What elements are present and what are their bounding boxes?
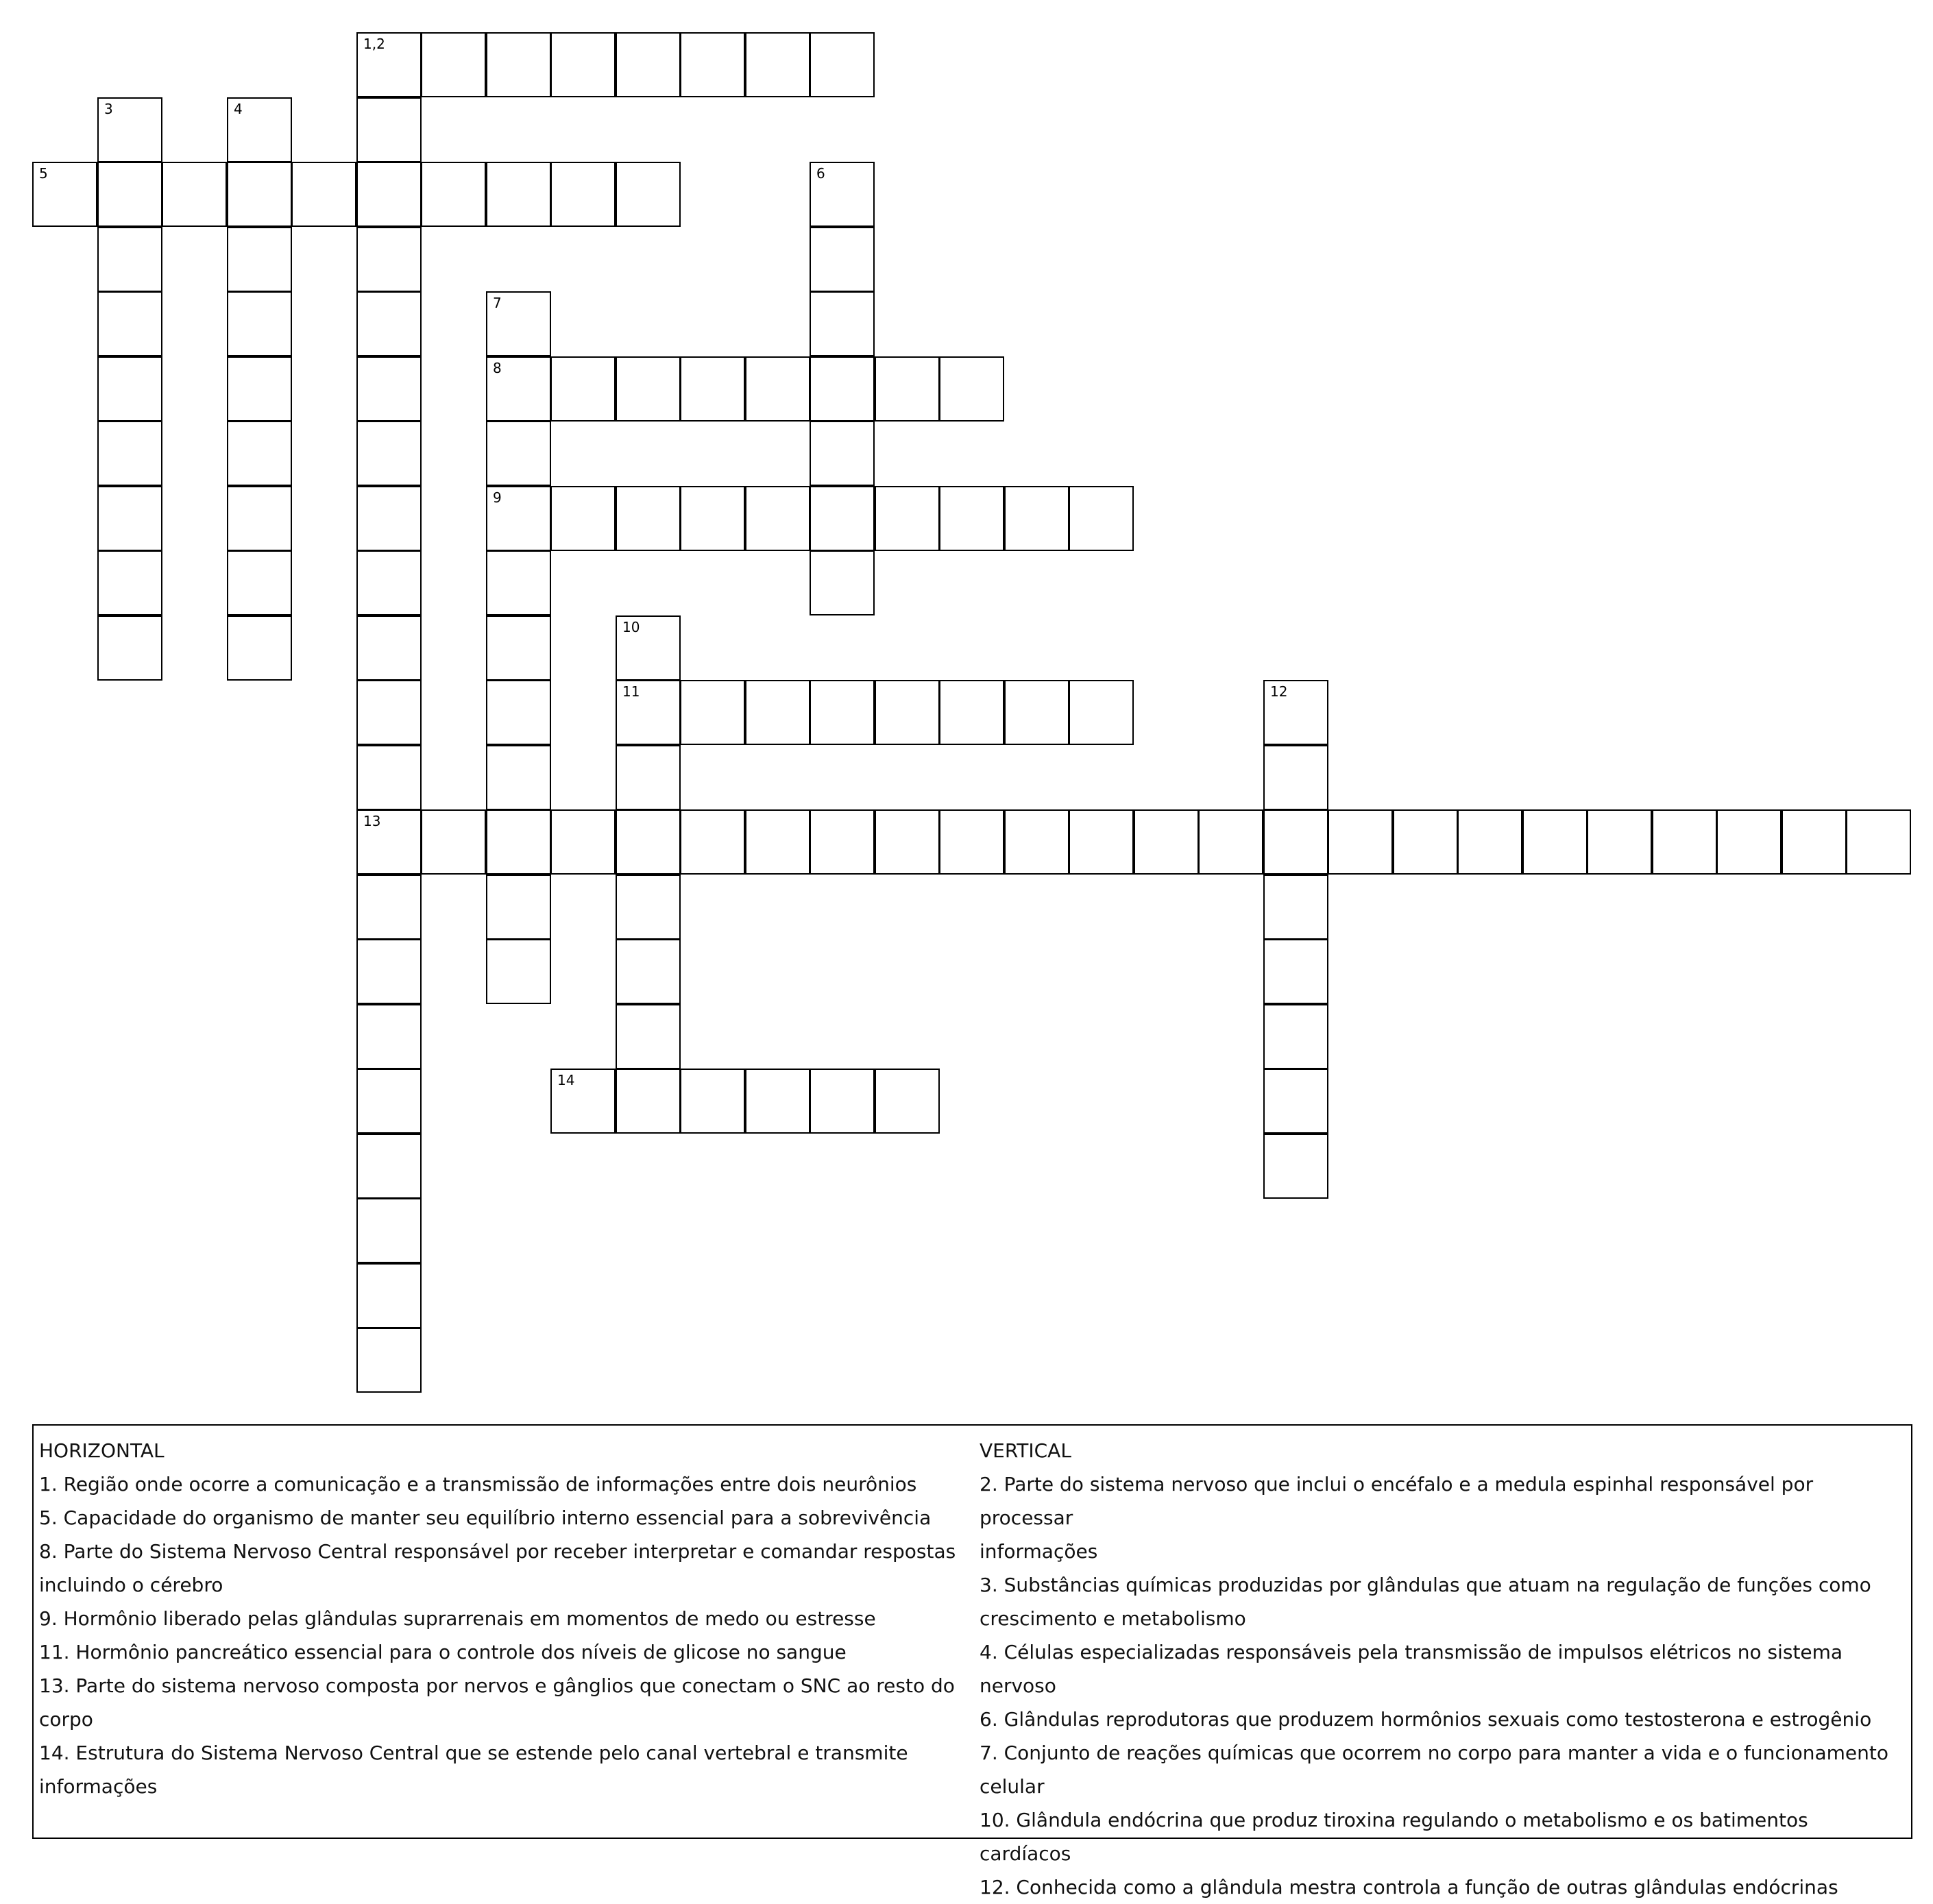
crossword-cell[interactable] [745,486,810,551]
crossword-cell[interactable] [356,875,422,940]
crossword-cell[interactable] [810,162,875,227]
crossword-cell[interactable] [486,745,551,810]
clue-line: 13. Parte do sistema nervoso composta por nervos e gânglios que conectam o SNC ao resto do corpo [39,1674,955,1731]
crossword-cell[interactable] [356,1198,422,1263]
crossword-cell[interactable] [680,32,745,97]
crossword-cell[interactable] [1652,809,1717,875]
crossword-cell[interactable] [810,356,875,422]
crossword-cell[interactable] [486,939,551,1004]
clue-line: crescimento e metabolismo [980,1607,1246,1630]
vertical-clues [980,1434,1905,1904]
crossword-cell[interactable] [1457,809,1522,875]
crossword-cell[interactable] [356,615,422,681]
crossword-cell[interactable] [745,680,810,745]
clue-number: 6 [816,165,825,182]
crossword-cell[interactable] [1587,809,1652,875]
crossword-cell[interactable] [356,809,422,875]
clue-number: 5 [39,165,48,182]
crossword-cell[interactable] [1069,486,1134,551]
crossword-cell[interactable] [550,486,616,551]
crossword-cell[interactable] [356,162,422,227]
crossword-cell[interactable] [1263,1004,1328,1069]
crossword-cell[interactable] [356,1134,422,1199]
crossword-cell[interactable] [1263,1069,1328,1134]
clue-number: 4 [234,101,243,117]
crossword-cell[interactable] [745,356,810,422]
crossword-cell[interactable] [356,97,422,162]
crossword-cell[interactable] [680,1069,745,1134]
crossword-cell[interactable] [616,162,681,227]
crossword-cell[interactable] [616,1069,681,1134]
crossword-cell[interactable] [875,1069,940,1134]
crossword-cell[interactable] [356,421,422,486]
crossword-cell[interactable] [616,809,681,875]
crossword-cell[interactable] [616,356,681,422]
crossword-cell[interactable] [810,550,875,615]
crossword-cell[interactable] [227,162,292,227]
crossword-cell[interactable] [162,162,227,227]
crossword-cell[interactable] [1263,939,1328,1004]
clue-line: 4. Células especializadas responsáveis pela transmissão de impulsos elétricos no sistema nervoso [980,1641,1843,1697]
clue-number: 11 [622,683,640,700]
crossword-cell[interactable] [486,875,551,940]
clue-number: 9 [493,489,502,506]
clue-number: 1,2 [363,36,385,52]
clue-number: 13 [363,813,381,829]
clues-box [32,1424,1912,1899]
crossword-cell[interactable] [356,1328,422,1393]
crossword-cell[interactable] [680,486,745,551]
crossword-cell[interactable] [97,162,162,227]
crossword-cell[interactable] [616,680,681,745]
horizontal-clues [39,1434,968,1803]
crossword-cell[interactable] [550,809,616,875]
crossword-cell[interactable] [227,550,292,615]
clue-line: 7. Conjunto de reações químicas que ocorrem no corpo para manter a vida e o funcionamento [980,1742,1888,1764]
clue-number: 12 [1270,683,1288,700]
clue-line: 14. Estrutura do Sistema Nervoso Central que se estende pelo canal vertebral e transmite [39,1742,908,1764]
crossword-cell[interactable] [97,615,162,681]
crossword-cell[interactable] [97,486,162,551]
crossword-cell[interactable] [810,680,875,745]
crossword-cell[interactable] [616,939,681,1004]
crossword-cell[interactable] [680,680,745,745]
crossword-cell[interactable] [1263,1134,1328,1199]
crossword-cell[interactable] [616,875,681,940]
crossword-cell[interactable] [745,809,810,875]
clue-line: 3. Substâncias químicas produzidas por glândulas que atuam na regulação de funções como [980,1574,1871,1596]
crossword-cell[interactable] [227,227,292,292]
crossword-cell[interactable] [356,227,422,292]
crossword-cell[interactable] [227,486,292,551]
clue-line: 12. Conhecida como a glândula mestra controla a função de outras glândulas endócrinas [980,1876,1838,1899]
crossword-cell[interactable] [550,1069,616,1134]
crossword-cell[interactable] [810,421,875,486]
crossword-cell[interactable] [810,486,875,551]
crossword-cell[interactable] [97,356,162,422]
crossword-cell[interactable] [1393,809,1458,875]
clue-line: 2. Parte do sistema nervoso que inclui o encéfalo e a medula espinhal responsável por processar [980,1473,1814,1529]
crossword-cell[interactable] [227,356,292,422]
crossword-cell[interactable] [939,356,1004,422]
crossword-cell[interactable] [486,356,551,422]
crossword-cell[interactable] [486,486,551,551]
crossword-cell[interactable] [810,291,875,356]
crossword-cell[interactable] [97,97,162,162]
crossword-cell[interactable] [356,1004,422,1069]
crossword-cell[interactable] [486,162,551,227]
crossword-cell[interactable] [1522,809,1588,875]
crossword-cell[interactable] [32,162,97,227]
crossword-cell[interactable] [421,32,486,97]
clue-line: celular [980,1775,1045,1798]
crossword-cell[interactable] [227,291,292,356]
crossword-cell[interactable] [1134,809,1199,875]
crossword-cell[interactable] [1069,680,1134,745]
crossword-cell[interactable] [356,486,422,551]
clue-line: incluindo o cérebro [39,1574,223,1596]
crossword-cell[interactable] [227,615,292,681]
clue-line: 11. Hormônio pancreático essencial para o controle dos níveis de glicose no sangue [39,1641,847,1663]
crossword-cell[interactable] [1198,809,1263,875]
crossword-cell[interactable] [356,291,422,356]
crossword-cell[interactable] [810,32,875,97]
clue-line: 10. Glândula endócrina que produz tiroxina regulando o metabolismo e os batimentos cardíacos [980,1809,1808,1865]
crossword-cell[interactable] [356,550,422,615]
clue-number: 7 [493,295,502,311]
crossword-cell[interactable] [1263,745,1328,810]
crossword-cell[interactable] [550,162,616,227]
crossword-cell[interactable] [616,1004,681,1069]
crossword-cell[interactable] [875,809,940,875]
crossword-cell[interactable] [939,809,1004,875]
crossword-cell[interactable] [1716,809,1782,875]
crossword-cell[interactable] [1263,809,1328,875]
crossword-cell[interactable] [97,550,162,615]
clue-line: 9. Hormônio liberado pelas glândulas suprarrenais em momentos de medo ou estresse [39,1607,876,1630]
crossword-cell[interactable] [810,1069,875,1134]
crossword-cell[interactable] [421,162,486,227]
crossword-cell[interactable] [550,32,616,97]
crossword-cell[interactable] [939,486,1004,551]
crossword-cell[interactable] [616,486,681,551]
crossword-cell[interactable] [680,356,745,422]
vertical-title: VERTICAL [980,1439,1071,1462]
crossword-cell[interactable] [356,32,422,97]
clue-number: 10 [622,619,640,635]
crossword-cell[interactable] [1263,680,1328,745]
crossword-cell[interactable] [810,227,875,292]
crossword-cell[interactable] [550,356,616,422]
clue-line: 6. Glândulas reprodutoras que produzem hormônios sexuais como testosterona e estrogênio [980,1708,1872,1731]
crossword-cell[interactable] [227,421,292,486]
crossword-cell[interactable] [1004,486,1069,551]
crossword-cell[interactable] [1782,809,1847,875]
crossword-cell[interactable] [97,227,162,292]
crossword-cell[interactable] [486,680,551,745]
crossword-cell[interactable] [875,680,940,745]
clue-line: 5. Capacidade do organismo de manter seu equilíbrio interno essencial para a sobrevivência [39,1506,932,1529]
crossword-cell[interactable] [486,32,551,97]
crossword-cell[interactable] [745,1069,810,1134]
crossword-cell[interactable] [356,939,422,1004]
crossword-cell[interactable] [1069,809,1134,875]
crossword-cell[interactable] [616,615,681,681]
crossword-cell[interactable] [356,356,422,422]
clue-number: 8 [493,360,502,376]
crossword-cell[interactable] [227,97,292,162]
crossword-cell[interactable] [875,486,940,551]
crossword-cell[interactable] [486,291,551,356]
crossword-cell[interactable] [810,809,875,875]
clue-line: informações [980,1540,1098,1563]
clue-number: 3 [104,101,113,117]
clue-number: 14 [557,1072,575,1088]
crossword-cell[interactable] [745,32,810,97]
crossword-cell[interactable] [616,745,681,810]
crossword-cell[interactable] [1846,809,1911,875]
crossword-cell[interactable] [356,745,422,810]
clue-line: informações [39,1775,158,1798]
clue-line: 8. Parte do Sistema Nervoso Central responsável por receber interpretar e comandar respostas [39,1540,956,1563]
crossword-cell[interactable] [97,291,162,356]
crossword-cell[interactable] [486,615,551,681]
crossword-cell[interactable] [616,32,681,97]
crossword-cell[interactable] [1263,875,1328,940]
crossword-cell[interactable] [1328,809,1393,875]
crossword-cell[interactable] [356,1263,422,1328]
crossword-cell[interactable] [486,421,551,486]
crossword-cell[interactable] [875,356,940,422]
crossword-cell[interactable] [421,809,486,875]
crossword-cell[interactable] [486,809,551,875]
crossword-cell[interactable] [1004,809,1069,875]
clue-line: 1. Região onde ocorre a comunicação e a transmissão de informações entre dois neurônios [39,1473,917,1496]
crossword-cell[interactable] [486,550,551,615]
crossword-cell[interactable] [939,680,1004,745]
horizontal-title: HORIZONTAL [39,1439,165,1462]
crossword-cell[interactable] [680,809,745,875]
crossword-cell[interactable] [291,162,356,227]
crossword-cell[interactable] [97,421,162,486]
crossword-cell[interactable] [356,1069,422,1134]
crossword-cell[interactable] [356,680,422,745]
crossword-cell[interactable] [1004,680,1069,745]
